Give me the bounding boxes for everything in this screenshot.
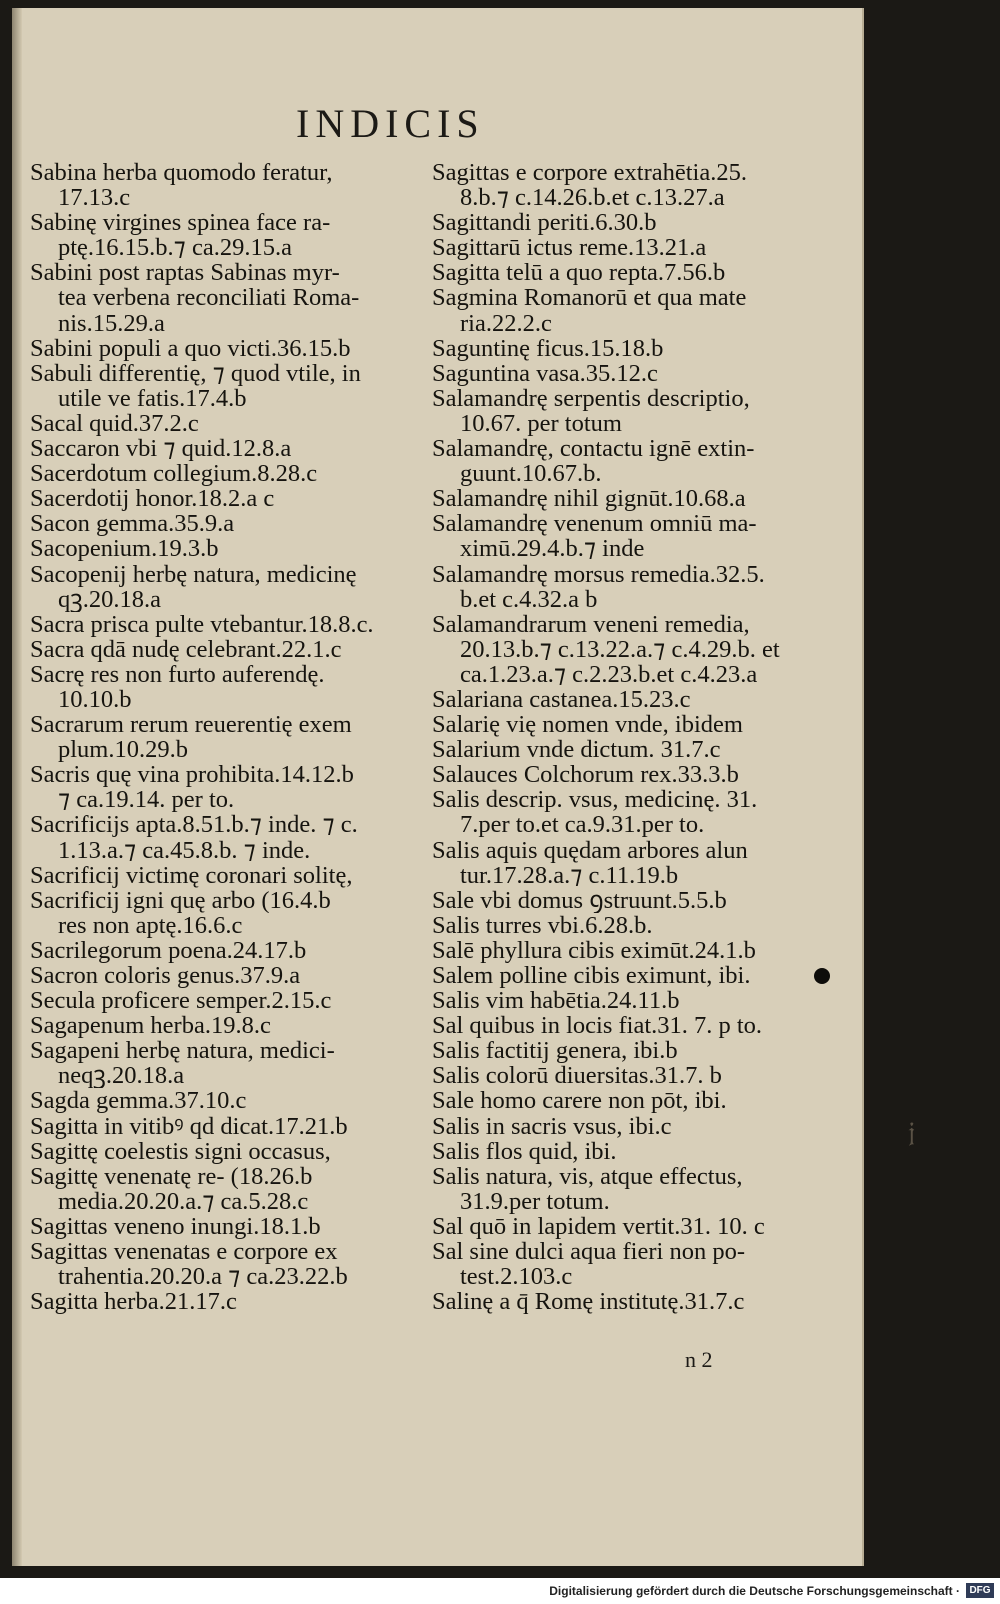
index-entry: Sabini populi a quo victi.36.15.b <box>30 335 351 361</box>
index-entry: Salamandrę morsus remedia.32.5. <box>432 561 765 587</box>
index-entry: Salamandrę venenum omniū ma- <box>432 511 757 537</box>
index-entry: Sacrilegorum poena.24.17.b <box>30 937 307 963</box>
index-entry: Salarium vnde dictum. 31.7.c <box>432 737 721 763</box>
index-entry: Sagittarū ictus reme.13.21.a <box>432 235 707 261</box>
index-entry-continuation: tea verbena reconciliati Roma- <box>58 285 360 311</box>
index-entry: Saguntina vasa.35.12.c <box>432 360 658 386</box>
index-entry-continuation: 10.67. per totum <box>460 410 622 437</box>
index-entry: Sagittę venenatę re- (18.26.b <box>30 1163 313 1189</box>
index-entry: Sal quibus in locis fiat.31. 7. p to. <box>432 1013 763 1039</box>
index-entry: Sabina herba quomodo feratur, <box>30 160 333 186</box>
index-entry: Sal quō in lapidem vertit.31. 10. c <box>432 1213 765 1240</box>
index-entry-continuation: 1.13.a.⁊ ca.45.8.b. ⁊ inde. <box>58 837 311 863</box>
dfg-logo: DFG <box>966 1583 994 1598</box>
index-entry: Sacon gemma.35.9.a <box>30 511 235 537</box>
index-entry: Sagittas veneno inungi.18.1.b <box>30 1213 321 1240</box>
index-entry-continuation: ⁊ ca.19.14. per to. <box>58 787 235 813</box>
index-entry: Salis flos quid, ibi. <box>432 1138 617 1164</box>
index-entry-continuation: b.et c.4.32.a b <box>460 586 598 612</box>
index-entry: Salarię vię nomen vnde, ibidem <box>432 712 743 738</box>
index-entry-continuation: 31.9.per totum. <box>460 1188 610 1214</box>
index-column-right <box>432 160 832 1314</box>
index-entry: Sale vbi domus ꝯstruunt.5.5.b <box>432 887 727 913</box>
index-entry-continuation: qꝫ.20.18.a <box>58 586 162 612</box>
index-entry: Sabinę virgines spinea face ra- <box>30 210 331 236</box>
index-entry: Saguntinę ficus.15.18.b <box>432 335 664 361</box>
index-entry: Sacron coloris genus.37.9.a <box>30 963 301 989</box>
index-entry-continuation: neqꝫ.20.18.a <box>58 1063 185 1089</box>
index-entry: Sacra prisca pulte vtebantur.18.8.c. <box>30 611 374 637</box>
index-entry: Sagmina Romanorū et qua mate <box>432 285 747 311</box>
page-gutter-shadow <box>12 8 22 1566</box>
index-entry: Sacrę res non furto auferendę. <box>30 661 325 687</box>
index-entry: Sacrarum rerum reuerentię exem <box>30 712 352 738</box>
index-entry: Salinę a q̄ Romę institutę.31.7.c <box>432 1289 745 1315</box>
index-entry: Salariana castanea.15.23.c <box>432 686 691 713</box>
index-entry-continuation: ca.1.23.a.⁊ c.2.23.b.et c.4.23.a <box>460 661 758 687</box>
index-entry: Sagittę coelestis signi occasus, <box>30 1138 331 1164</box>
index-entry: Salē phyllura cibis eximūt.24.1.b <box>432 937 756 963</box>
index-entry-continuation: 7.per to.et ca.9.31.per to. <box>460 812 705 838</box>
index-entry: Sacerdotij honor.18.2.a c <box>30 486 275 512</box>
index-entry-continuation: ptę.16.15.b.⁊ ca.29.15.a <box>58 235 292 261</box>
index-entry: Salamandrę, contactu ignē extin- <box>432 436 755 462</box>
index-entry: Sagittas venenatas e corpore ex <box>30 1239 338 1265</box>
margin-annotation: 𝔧 <box>908 1115 916 1148</box>
index-entry-continuation: ria.22.2.c <box>460 310 552 336</box>
index-entry: Sacrificij victimę coronari solitę, <box>30 862 353 888</box>
index-entry: Sacopenium.19.3.b <box>30 536 219 562</box>
running-head: INDICIS <box>296 101 485 146</box>
index-entry: Salamandrę nihil gignūt.10.68.a <box>432 486 746 512</box>
index-entry-continuation: 10.10.b <box>58 686 132 713</box>
index-entry: Sagitta herba.21.17.c <box>30 1289 237 1315</box>
index-entry-continuation: res non aptę.16.6.c <box>58 912 243 938</box>
index-entry-continuation: trahentia.20.20.a ⁊ ca.23.22.b <box>58 1264 348 1290</box>
index-entry: Sagittandi periti.6.30.b <box>432 210 657 236</box>
index-entry-continuation: utile ve fatis.17.4.b <box>58 385 247 411</box>
digitization-footer <box>0 1578 1000 1604</box>
index-entry: Salis factitij genera, ibi.b <box>432 1038 678 1064</box>
index-entry: Salis colorū diuersitas.31.7. b <box>432 1063 722 1089</box>
index-entry: Salis aquis quędam arbores alun <box>432 837 748 863</box>
index-entry: Salis descrip. vsus, medicinę. 31. <box>432 787 758 813</box>
index-entry: Salis vim habētia.24.11.b <box>432 988 680 1014</box>
index-entry: Sabuli differentię, ⁊ quod vtile, in <box>30 360 361 386</box>
index-entry-continuation: tur.17.28.a.⁊ c.11.19.b <box>460 862 679 888</box>
footer-credit: Digitalisierung gefördert durch die Deutsche Forschungsgemeinschaft · <box>549 1584 960 1598</box>
index-column-left <box>30 160 422 1314</box>
index-entry: Sacrificijs apta.8.51.b.⁊ inde. ⁊ c. <box>30 812 358 838</box>
index-entry-continuation: guunt.10.67.b. <box>460 461 602 487</box>
index-entry: Sacerdotum collegium.8.28.c <box>30 461 318 487</box>
index-entry-continuation: 8.b.⁊ c.14.26.b.et c.13.27.a <box>460 185 725 211</box>
index-entry-continuation: nis.15.29.a <box>58 310 165 336</box>
signature-mark: n 2 <box>685 1347 713 1372</box>
index-entry: Salis turres vbi.6.28.b. <box>432 912 653 938</box>
index-entry: Salauces Colchorum rex.33.3.b <box>432 762 739 788</box>
index-entry: Sabini post raptas Sabinas myr- <box>30 260 340 286</box>
index-entry: Sagittas e corpore extrahētia.25. <box>432 160 747 186</box>
index-entry-continuation: 17.13.c <box>58 185 131 211</box>
index-entry-continuation: test.2.103.c <box>460 1264 573 1290</box>
index-entry: Sale homo carere non pōt, ibi. <box>432 1088 727 1114</box>
index-entry: Salem polline cibis eximunt, ibi. <box>432 963 751 989</box>
index-entry: Salis natura, vis, atque effectus, <box>432 1163 743 1189</box>
index-entry: Saccaron vbi ⁊ quid.12.8.a <box>30 436 292 462</box>
ink-blot <box>814 968 830 984</box>
index-entry: Sacra qdā nudę celebrant.22.1.c <box>30 636 342 662</box>
index-entry: Salamandrarum veneni remedia, <box>432 611 750 637</box>
index-entry: Sagitta telū a quo repta.7.56.b <box>432 260 726 286</box>
index-entry-continuation: plum.10.29.b <box>58 737 188 763</box>
index-entry: Sacal quid.37.2.c <box>30 410 199 437</box>
index-entry-continuation: 20.13.b.⁊ c.13.22.a.⁊ c.4.29.b. et <box>460 636 780 662</box>
index-entry: Sacris quę vina prohibita.14.12.b <box>30 762 354 788</box>
index-entry: Sal sine dulci aqua fieri non po- <box>432 1239 745 1265</box>
index-entry: Sagitta in vitibꝰ qd dicat.17.21.b <box>30 1113 348 1139</box>
index-entry: Secula proficere semper.2.15.c <box>30 988 332 1014</box>
index-entry: Sagapenum herba.19.8.c <box>30 1013 271 1039</box>
index-entry: Sagda gemma.37.10.c <box>30 1088 247 1114</box>
index-entry: Sacopenij herbę natura, medicinę <box>30 561 357 587</box>
index-entry: Sacrificij igni quę arbo (16.4.b <box>30 887 331 913</box>
index-entry: Sagapeni herbę natura, medici- <box>30 1038 335 1064</box>
index-entry-continuation: media.20.20.a.⁊ ca.5.28.c <box>58 1188 309 1214</box>
index-entry: Salamandrę serpentis descriptio, <box>432 385 750 411</box>
index-entry: Salis in sacris vsus, ibi.c <box>432 1113 672 1139</box>
index-entry-continuation: ximū.29.4.b.⁊ inde <box>460 536 645 562</box>
